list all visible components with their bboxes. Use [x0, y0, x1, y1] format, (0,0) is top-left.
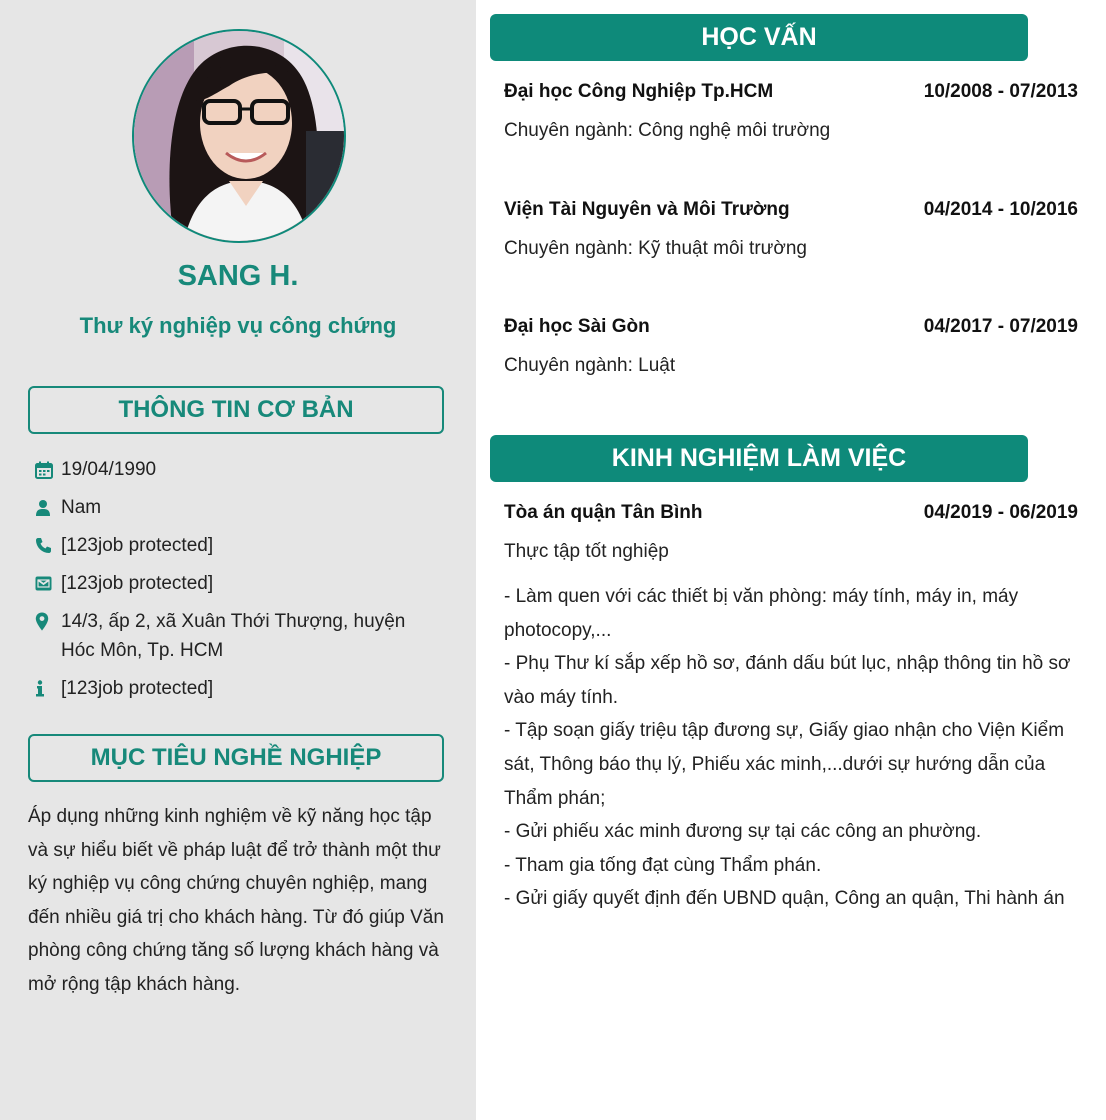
experience-duties [504, 580, 1078, 916]
info-row-gender [33, 493, 433, 522]
phone-icon [33, 531, 61, 560]
education-entry [504, 316, 1078, 377]
email-text: [123job protected] [61, 573, 214, 594]
address-text: 14/3, ấp 2, xã Xuân Thới Thượng, huyện Hóc Môn, Tp. HCM [61, 611, 406, 661]
duty-item: - Gửi phiếu xác minh đương sự tại các công an phường. [504, 821, 982, 843]
candidate-name: SANG H. [177, 260, 299, 292]
experience-period: 04/2019 - 06/2019 [923, 502, 1078, 523]
phone-text: [123job protected] [61, 535, 214, 556]
education-school: Đại học Sài Gòn [504, 316, 650, 337]
info-row-phone [33, 531, 433, 560]
info-row-email [33, 569, 433, 598]
duty-item: - Tham gia tống đạt cùng Thẩm phán. [504, 854, 822, 876]
education-period: 04/2014 - 10/2016 [923, 199, 1078, 220]
experience-company: Tòa án quận Tân Bình [504, 502, 703, 523]
education-school: Đại học Công Nghiệp Tp.HCM [504, 81, 774, 102]
map-marker-icon [33, 607, 61, 636]
objective-text: Áp dụng những kinh nghiệm về kỹ năng học tập và sự hiểu biết về pháp luật để trở thành một thư ký nghiệp vụ công chứng chuyên nghiệp, mang đến nhiều giá trị cho khách hàng. Từ đó giúp Văn phòng công chứng tăng số lượng khách hàng và mở rộng tập khách hàng. [28, 806, 444, 995]
duty-item: - Gửi giấy quyết định đến UBND quận, Công an quận, Thi hành án [504, 888, 1065, 910]
basic-info-list [33, 455, 433, 712]
user-icon [33, 493, 61, 522]
calendar-icon [33, 455, 61, 484]
envelope-icon [33, 569, 61, 598]
avatar [132, 29, 346, 243]
birthday-text: 19/04/1990 [61, 459, 157, 480]
objective-heading: MỤC TIÊU NGHỀ NGHIỆP [28, 734, 444, 782]
extra-info-text: [123job protected] [61, 678, 214, 699]
education-entry [504, 81, 1078, 142]
info-row-birthday [33, 455, 433, 484]
education-period: 04/2017 - 07/2019 [923, 316, 1078, 337]
gender-text: Nam [61, 497, 102, 518]
education-heading: HỌC VẤN [490, 14, 1028, 61]
info-row-address [33, 607, 433, 665]
info-icon [33, 674, 61, 703]
sidebar [0, 0, 476, 1120]
duty-item: - Phụ Thư kí sắp xếp hồ sơ, đánh dấu bút lục, nhập thông tin hồ sơ vào máy tính. [504, 653, 1071, 708]
candidate-title: Thư ký nghiệp vụ công chứng [79, 313, 397, 338]
experience-entry [504, 502, 1078, 563]
experience-position: Thực tập tốt nghiệp [504, 541, 669, 562]
education-major: Chuyên ngành: Luật [504, 355, 676, 376]
education-entry [504, 199, 1078, 260]
info-row-extra [33, 674, 433, 703]
education-major: Chuyên ngành: Công nghệ môi trường [504, 120, 831, 141]
avatar-photo [134, 31, 344, 241]
basic-info-heading: THÔNG TIN CƠ BẢN [28, 386, 444, 434]
duty-item: - Tập soạn giấy triệu tập đương sự, Giấy giao nhận cho Viện Kiểm sát, Thông báo thụ lý, Phiếu xác minh,...dưới sự hướng dẫn của Thẩm phán; [504, 720, 1065, 809]
education-school: Viện Tài Nguyên và Môi Trường [504, 199, 790, 220]
experience-heading: KINH NGHIỆM LÀM VIỆC [490, 435, 1028, 482]
duty-item: - Làm quen với các thiết bị văn phòng: máy tính, máy in, máy photocopy,... [504, 586, 1019, 641]
education-major: Chuyên ngành: Kỹ thuật môi trường [504, 238, 807, 259]
education-period: 10/2008 - 07/2013 [923, 81, 1078, 102]
